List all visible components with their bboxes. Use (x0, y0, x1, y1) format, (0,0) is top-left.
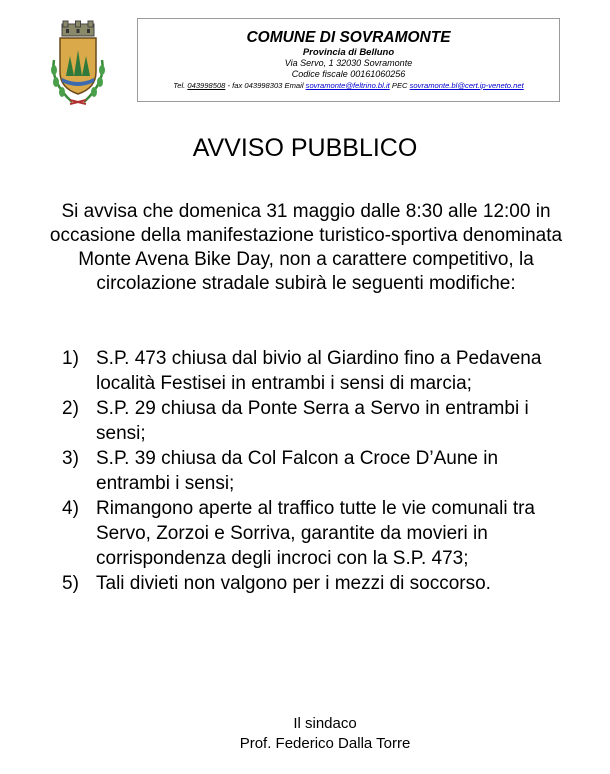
item-number: 4) (62, 498, 79, 519)
item-text: S.P. 473 chiusa dal bivio al Giardino fino a Pedavena località Festisei in entrambi i sensi di marcia; (96, 348, 542, 394)
modifications-list (62, 346, 562, 596)
item-text: Tali divieti non valgono per i mezzi di soccorso. (96, 573, 491, 594)
tel-label: Tel. (173, 81, 186, 90)
list-item (62, 571, 562, 596)
item-number: 5) (62, 573, 79, 594)
municipal-crest-icon (46, 20, 110, 110)
list-item (62, 446, 562, 496)
contacts-line (138, 81, 559, 91)
list-item (62, 496, 562, 571)
email-link[interactable]: sovramonte@feltrino.bl.it (305, 81, 390, 90)
notice-intro: Si avvisa che domenica 31 maggio dalle 8:30 alle 12:00 in occasione della manifestazione turistico-sportiva denominata Monte Avena Bike Day, non a carattere competitivo, la circolazione stradale subirà le seguenti modifiche: (49, 201, 563, 294)
item-text: Rimangono aperte al traffico tutte le vie comunali tra Servo, Zorzoi e Sorriva, garantite da movieri in corrispondenza degli incroci con la S.P. 473; (96, 498, 535, 569)
signature-block (0, 714, 610, 754)
fax-info: - fax 043998303 Email (227, 81, 304, 90)
signature-name: Prof. Federico Dalla Torre (239, 735, 411, 752)
list-item (62, 396, 562, 446)
list-item (62, 346, 562, 396)
address: Via Servo, 1 32030 Sovramonte (284, 58, 413, 68)
letterhead (137, 18, 560, 102)
municipality-title: COMUNE DI SOVRAMONTE (246, 29, 451, 46)
notice-heading: AVVISO PUBBLICO (192, 134, 418, 162)
pec-link[interactable]: sovramonte.bl@cert.ip-veneto.net (409, 81, 524, 90)
item-number: 2) (62, 398, 79, 419)
item-text: S.P. 39 chiusa da Col Falcon a Croce D’Aune in entrambi i sensi; (96, 448, 499, 494)
phone-number: 043998508 (187, 81, 226, 90)
province: Provincia di Belluno (302, 47, 395, 58)
pec-label: PEC (391, 81, 408, 90)
item-number: 1) (62, 348, 79, 369)
item-number: 3) (62, 448, 79, 469)
signature-role: Il sindaco (293, 715, 357, 732)
tax-code: Codice fiscale 00161060256 (291, 69, 406, 79)
item-text: S.P. 29 chiusa da Ponte Serra a Servo in entrambi i sensi; (96, 398, 529, 444)
